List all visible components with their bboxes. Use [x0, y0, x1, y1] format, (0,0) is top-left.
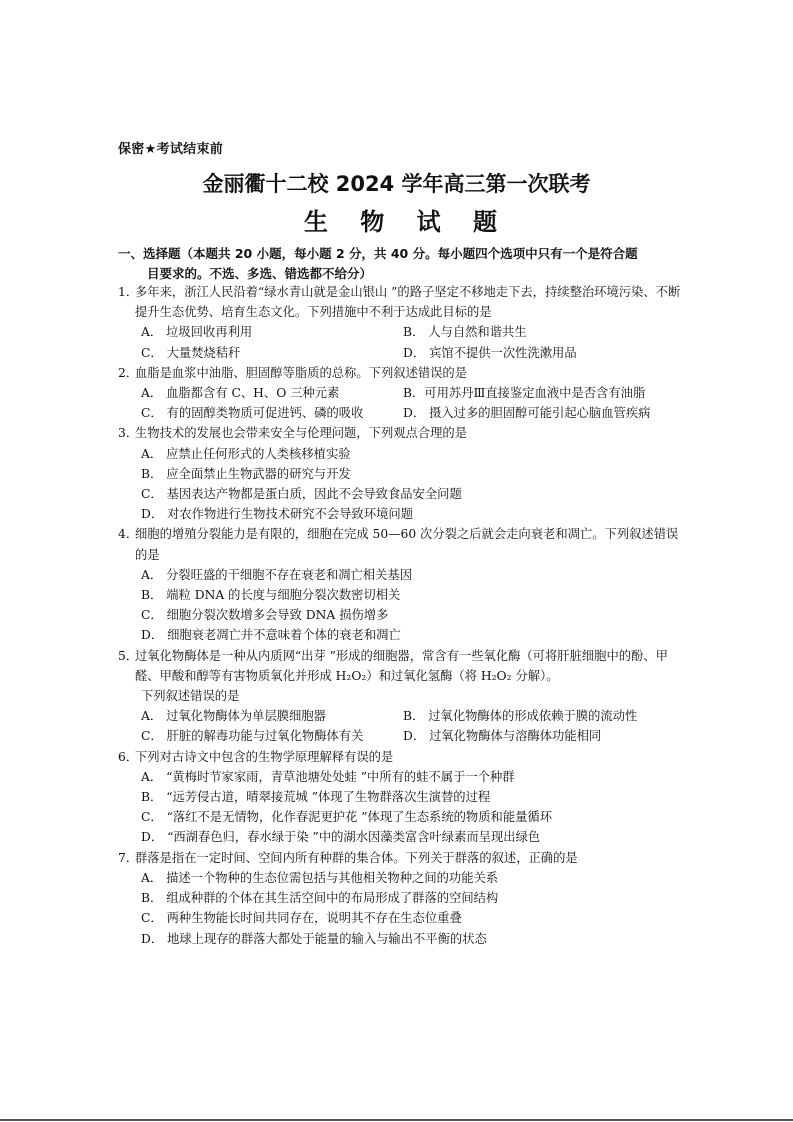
- question-list: [118, 282, 688, 949]
- exam-title: 金丽衢十二校 2024 学年高三第一次联考: [202, 172, 591, 196]
- option-row: [118, 706, 688, 726]
- option-d: D． 过氧化物酶体与溶酶体功能相同: [403, 729, 602, 744]
- option-row: [118, 343, 688, 363]
- option-b: B．可用苏丹Ⅲ直接鉴定血液中是否含有油脂: [403, 386, 646, 401]
- question-text: 细胞的增殖分裂能力是有限的，细胞在完成 50—60 次分裂之后就会走向衰老和凋亡。下列叙述错误的是: [135, 527, 679, 562]
- exam-subtitle: 生 物 试 题: [303, 208, 510, 236]
- question-stem: [118, 524, 688, 564]
- question-1: [118, 282, 688, 363]
- option-b: B． 端粒 DNA 的长度与细胞分裂次数密切相关: [141, 588, 401, 603]
- question-text: 下列对古诗文中包含的生物学原理解释有误的是: [135, 749, 394, 764]
- option-d: D． 摄入过多的胆固醇可能引起心脑血管疾病: [403, 406, 651, 421]
- question-text: 血脂是血浆中油脂、胆固醇等脂质的总称。下列叙述错误的是: [135, 365, 468, 380]
- option-a: A． 垃圾回收再利用: [141, 325, 253, 340]
- option-row: [118, 322, 688, 342]
- option-c: C． 大量焚烧秸秆: [141, 345, 241, 360]
- option-c: C． 基因表达产物都是蛋白质，因此不会导致食品安全问题: [141, 487, 462, 502]
- option-c: C． 两种生物能长时间共同存在，说明其不存在生态位重叠: [141, 911, 462, 926]
- option-d: D． 地球上现存的群落大都处于能量的输入与输出不平衡的状态: [141, 931, 487, 946]
- question-number: 3．: [118, 426, 139, 441]
- question-number: 1．: [118, 285, 139, 299]
- question-4: [118, 524, 688, 645]
- question-stem: [118, 363, 688, 383]
- option-b: B． 人与自然和谐共生: [403, 325, 527, 340]
- option-c: C． “落红不是无情物，化作春泥更护花 ”体现了生态系统的物质和能量循环: [141, 810, 553, 825]
- option-row: [118, 726, 688, 746]
- option-d: D． 宾馆不提供一次性洗漱用品: [403, 345, 577, 360]
- option-d: D． 对农作物进行生物技术研究不会导致环境问题: [141, 507, 414, 522]
- question-text: 群落是指在一定时间、空间内所有种群的集合体。下列关于群落的叙述，正确的是: [135, 850, 578, 865]
- page-bottom-divider: [0, 1119, 793, 1121]
- question-number: 4．: [118, 527, 139, 542]
- option-c: C． 细胞分裂次数增多会导致 DNA 损伤增多: [141, 608, 389, 623]
- question-number: 6．: [118, 749, 139, 764]
- option-b: B． 应全面禁止生物武器的研究与开发: [141, 466, 351, 481]
- option-d: D． 细胞衰老凋亡并不意味着个体的衰老和凋亡: [141, 628, 401, 643]
- question-text: 生物技术的发展也会带来安全与伦理问题，下列观点合理的是: [135, 426, 468, 441]
- question-text: 过氧化物酶体是一种从内质网“出芽 ”形成的细胞器，常含有一些氧化酶（可将肝脏细胞中的酚、甲醛、甲酸和醇等有害物质氧化并形成 H₂O₂）和过氧化氢酶（将 H₂O₂ 分解）。: [135, 648, 668, 683]
- option-row: [118, 383, 688, 403]
- question-number: 5．: [118, 648, 139, 663]
- question-stem-continued: 下列叙述错误的是: [141, 689, 240, 704]
- option-c: C． 肝脏的解毒功能与过氧化物酶体有关: [141, 729, 364, 744]
- option-row: [118, 403, 688, 423]
- option-a: A． 血脂都含有 C、H、O 三种元素: [141, 386, 340, 401]
- question-stem: [118, 282, 688, 322]
- question-7: [118, 848, 688, 949]
- option-b: B． “远芳侵古道，晴翠接荒城 ”体现了生物群落次生演替的过程: [141, 790, 491, 805]
- section-heading-line1: 一、选择题（本题共 20 小题，每小题 2 分，共 40 分。每小题四个选项中只有一个是符合题: [118, 246, 638, 261]
- question-5: [118, 646, 688, 747]
- option-b: B． 过氧化物酶体的形成依赖于膜的流动性: [403, 709, 638, 724]
- option-c: C． 有的固醇类物质可促进钙、磷的吸收: [141, 406, 364, 421]
- question-2: [118, 363, 688, 424]
- question-number: 2．: [118, 365, 139, 380]
- option-a: A． 过氧化物酶体为单层膜细胞器: [141, 709, 326, 724]
- question-stem: [118, 747, 688, 767]
- section-heading: [118, 244, 678, 284]
- question-text: 多年来，浙江人民沿着“绿水青山就是金山银山 ”的路子坚定不移地走下去，持续整治环境污染、不断提升生态优势、培育生态文化。下列措施中不利于达成此目标的是: [135, 285, 681, 320]
- question-3: [118, 423, 688, 524]
- question-stem: [118, 848, 688, 868]
- option-a: A． 分裂旺盛的干细胞不存在衰老和凋亡相关基因: [141, 567, 413, 582]
- option-a: A． “黄梅时节家家雨，青草池塘处处蛙 ”中所有的蛙不属于一个种群: [141, 769, 515, 784]
- option-a: A． 描述一个物种的生态位需包括与其他相关物种之间的功能关系: [141, 870, 499, 885]
- option-b: B． 组成种群的个体在其生活空间中的布局形成了群落的空间结构: [141, 891, 499, 906]
- option-d: D． “西湖春色归，春水绿于染 ”中的湖水因藻类富含叶绿素而呈现出绿色: [141, 830, 541, 845]
- question-number: 7．: [118, 850, 139, 865]
- section-heading-line2: 目要求的。不选、多选、错选都不给分）: [147, 266, 373, 281]
- question-stem: [118, 423, 688, 443]
- question-stem: [118, 646, 688, 686]
- confidential-label: 保密★考试结束前: [118, 142, 224, 157]
- question-6: [118, 747, 688, 848]
- option-a: A． 应禁止任何形式的人类核移植实验: [141, 446, 351, 461]
